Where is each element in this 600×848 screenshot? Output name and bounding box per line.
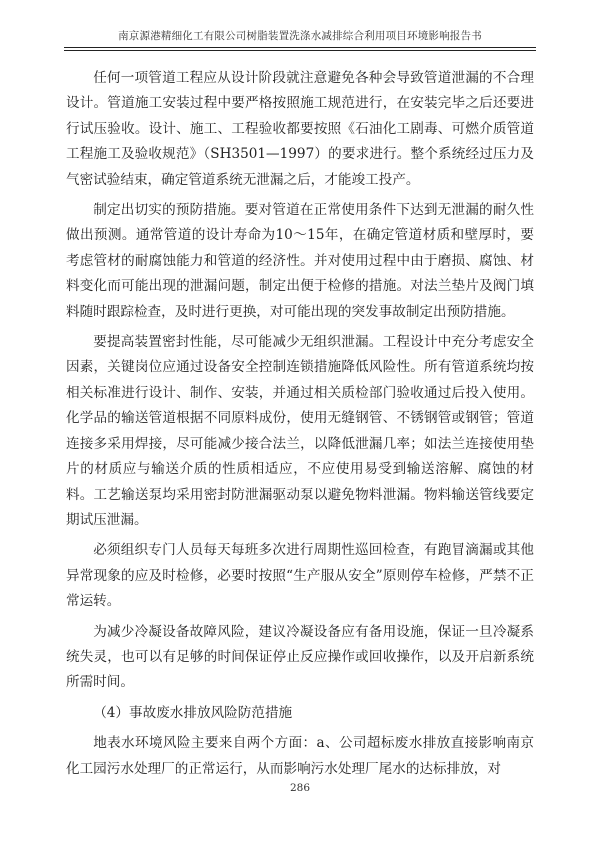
paragraph-preventive-measures: 制定出切实的预防措施。要对管道在正常使用条件下达到无泄漏的耐久性做出预测。通常管道的设计寿命为10～15年，在确定管道材质和壁厚时，要考虑管材的耐腐蚀能力和管道的经济性。并对使用过程中由于磨损、腐蚀、材料变化而可能出现的泄漏问题，制定出便于检修的措施。对法兰垫片及阀门填料随时跟踪检查，及时进行更换，对可能出现的突发事故制定出预防措施。 (66, 202, 534, 320)
running-header: 南京源港精细化工有限公司树脂装置洗涤水减排综合利用项目环境影响报告书 (118, 30, 482, 42)
page-number: 286 (289, 782, 311, 794)
paragraph-condenser-backup: 为减少冷凝设备故障风险，建议冷凝设备应有备用设施，保证一旦冷凝系统失灵，也可以有足够的时间保证停止反应操作或回收操作，以及开启新系统所需时间。 (66, 623, 534, 691)
header-rule (64, 47, 536, 51)
paragraph-sealing-performance: 要提高装置密封性能，尽可能减少无组织泄漏。工程设计中充分考虑安全因素，关键岗位应通过设备安全控制连锁措施降低风险性。所有管道系统均按相关标准进行设计、制作、安装，并通过相关质检部门验收通过后投入使用。化学品的输送管道根据不同原料成份，使用无缝钢管、不锈钢管或钢管；管道连接多采用焊接，尽可能减少接合法兰，以降低泄漏几率；如法兰连接使用垫片的材质应与输送介质的性质相适应，不应使用易受到输送溶解、腐蚀的材料。工艺输送泵均采用密封防泄漏驱动泵以避免物料泄漏。物料输送管线要定期试压泄漏。 (66, 334, 534, 528)
section-heading-wastewater-risk: （4）事故废水排放风险防范措施 (93, 704, 293, 721)
document-body (66, 66, 534, 787)
paragraph-surface-water-risk: 地表水环境风险主要来自两个方面：a、公司超标废水排放直接影响南京化工园污水处理厂的正常运行，从而影响污水处理厂尾水的达标排放，对 (66, 735, 534, 777)
paragraph-pipeline-design: 任何一项管道工程应从设计阶段就注意避免各种会导致管道泄漏的不合理设计。管道施工安装过程中要严格按照施工规范进行，在安装完毕之后还要进行试压验收。设计、施工、工程验收都要按照《石油化工剧毒、可燃介质管道工程施工及验收规范》（SH3501—1997）的要求进行。整个系统经过压力及气密试验结束，确定管道系统无泄漏之后，才能竣工投产。 (66, 70, 534, 188)
paragraph-patrol-inspection: 必须组织专门人员每天每班多次进行周期性巡回检查，有跑冒滴漏或其他异常现象的应及时检修，必要时按照“生产服从安全”原则停车检修，严禁不正常运转。 (66, 542, 534, 610)
